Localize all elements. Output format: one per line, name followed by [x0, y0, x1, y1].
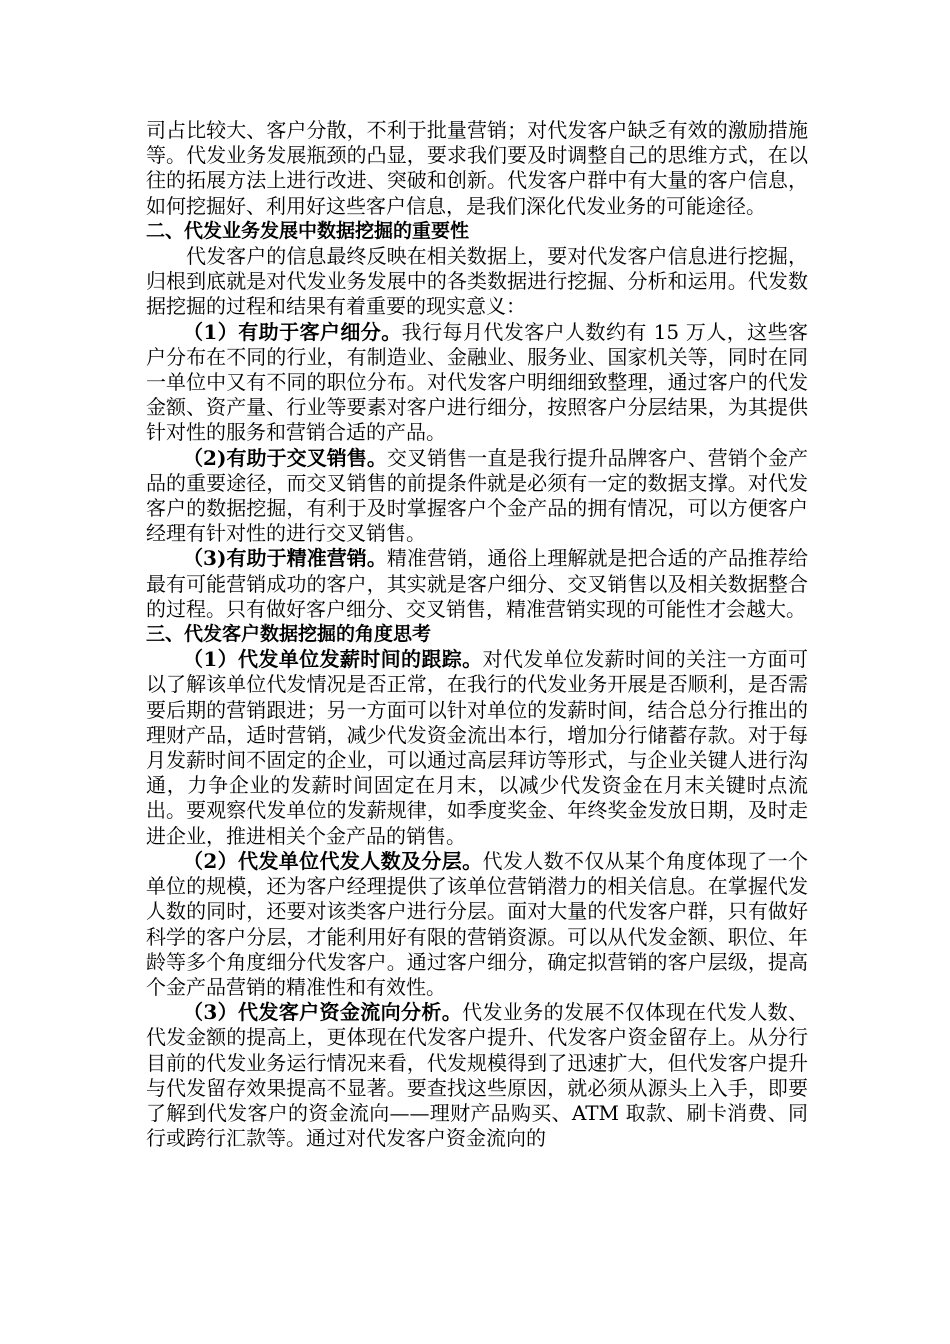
item-text: 代发业务的发展不仅体现在代发人数、代发金额的提高上，更体现在代发客户提升、代发客户资金留存上。从分行目前的代发业务运行情况来看，代发规模得到了迅速扩大，但代发客户提升与代发留存效果提高不显著。要查找这些原因，就必须从源头上入手，即要了解到代发客户的资金流向——理财产品购买、ATM 取款、刷卡消费、同行或跨行汇款等。通过对代发客户资金流向的: [146, 1000, 809, 1151]
item-text: 精准营销，通俗上理解就是把合适的产品推荐给最有可能营销成功的客户，其实就是客户细分、交叉销售以及相关数据整合的过程。只有做好客户细分、交叉销售，精准营销实现的可能性才会越大。: [146, 546, 808, 621]
section-2-heading: 二、代发业务发展中数据挖掘的重要性: [146, 219, 470, 242]
section-2-item-1: [146, 320, 808, 446]
section-2-item-3: [146, 546, 808, 622]
item-lead: （1）代发单位发薪时间的跟踪。: [183, 647, 483, 672]
section-3-heading: 三、代发客户数据挖掘的角度思考: [146, 623, 432, 646]
document-page: [146, 118, 808, 1151]
section-3-item-3: [146, 1000, 808, 1151]
item-lead: （3)有助于精准营销。: [183, 546, 387, 571]
section-3-item-1: [146, 647, 808, 849]
item-text: 交叉销售一直是我行提升品牌客户、营销个金产品的重要途径，而交叉销售的前提条件就是必须有一定的数据支撑。对代发客户的数据挖掘，有利于及时掌握客户个金产品的拥有情况，可以方便客户经理有针对性的进行交叉销售。: [146, 445, 808, 546]
item-lead: （2)有助于交叉销售。: [183, 445, 387, 470]
intro-paragraph: 司占比较大、客户分散，不利于批量营销；对代发客户缺乏有效的激励措施等。代发业务发展瓶颈的凸显，要求我们要及时调整自己的思维方式，在以往的拓展方法上进行改进、突破和创新。代发客户群中有大量的客户信息，如何挖掘好、利用好这些客户信息，是我们深化代发业务的可能途径。: [146, 118, 808, 218]
item-text: 对代发单位发薪时间的关注一方面可以了解该单位代发情况是否正常，在我行的代发业务开展是否顺利，是否需要后期的营销跟进；另一方面可以针对单位的发薪时间，结合总分行推出的理财产品，适时营销，减少代发资金流出本行，增加分行储蓄存款。对于每月发薪时间不固定的企业，可以通过高层拜访等形式，与企业关键人进行沟通，力争企业的发薪时间固定在月末，以减少代发资金在月末关键时点流出。要观察代发单位的发薪规律，如季度奖金、年终奖金发放日期，及时走进企业，推进相关个金产品的销售。: [146, 647, 809, 848]
item-lead: （2）代发单位代发人数及分层。: [183, 848, 483, 873]
section-3-item-2: [146, 849, 808, 1000]
item-text: 我行每月代发客户人数约有 15 万人，这些客户分布在不同的行业，有制造业、金融业、服务业、国家机关等，同时在同一单位中又有不同的职位分布。对代发客户明细细致整理，通过客户的代发金额、资产量、行业等要素对客户进行细分，按照客户分层结果，为其提供针对性的服务和营销合适的产品。: [146, 319, 808, 445]
item-lead: （1）有助于客户细分。: [183, 319, 402, 344]
item-text: 代发人数不仅从某个角度体现了一个单位的规模，还为客户经理提供了该单位营销潜力的相关信息。在掌握代发人数的同时，还要对该类客户进行分层。面对大量的代发客户群，只有做好科学的客户分层，才能利用好有限的营销资源。可以从代发金额、职位、年龄等多个角度细分代发客户。通过客户细分，确定拟营销的客户层级，提高个金产品营销的精准性和有效性。: [146, 848, 809, 999]
section-2-item-2: [146, 446, 808, 547]
item-lead: （3）代发客户资金流向分析。: [183, 1000, 463, 1025]
section-2-intro: 代发客户的信息最终反映在相关数据上，要对代发客户信息进行挖掘，归根到底就是对代发业务发展中的各类数据进行挖掘、分析和运用。代发数据挖掘的过程和结果有着重要的现实意义：: [146, 244, 808, 319]
